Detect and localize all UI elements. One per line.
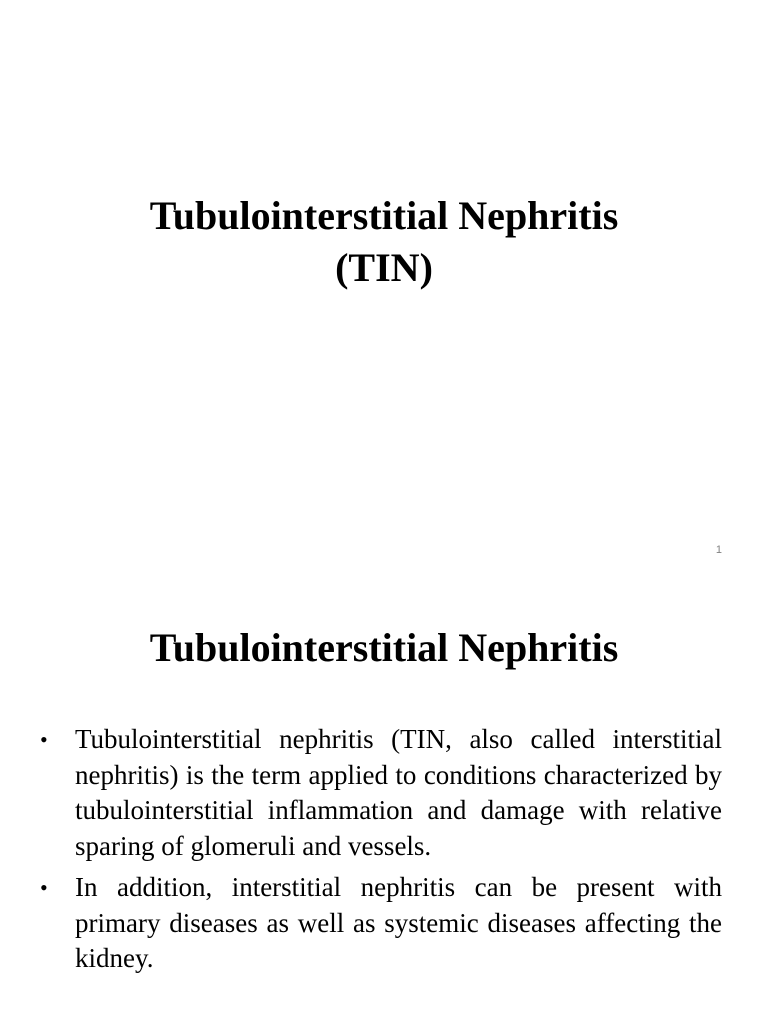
bullet-marker: • — [40, 727, 48, 752]
slide-title-line-1: Tubulointerstitial Nephritis — [149, 193, 619, 238]
bullet-text: Tubulointerstitial nephritis (TIN, also called interstitial nephritis) is the term applied to conditions characterized by tubulointerstitial inflammation and damage with relative sparing of glomeruli and vessels. — [75, 724, 722, 861]
bullet-marker: • — [40, 875, 48, 900]
slide-heading: Tubulointerstitial Nephritis — [149, 625, 619, 670]
bullet-list — [40, 722, 722, 983]
page-number: 1 — [715, 544, 722, 556]
bullet-text: In addition, interstitial nephritis can be present with primary diseases as well as systemic diseases affecting the kidney. — [75, 872, 722, 973]
bullet-item — [40, 722, 722, 864]
slide-title-line-2: (TIN) — [335, 245, 433, 290]
slide-2 — [0, 576, 768, 1024]
bullet-item — [40, 870, 722, 977]
slide-title — [0, 190, 768, 294]
